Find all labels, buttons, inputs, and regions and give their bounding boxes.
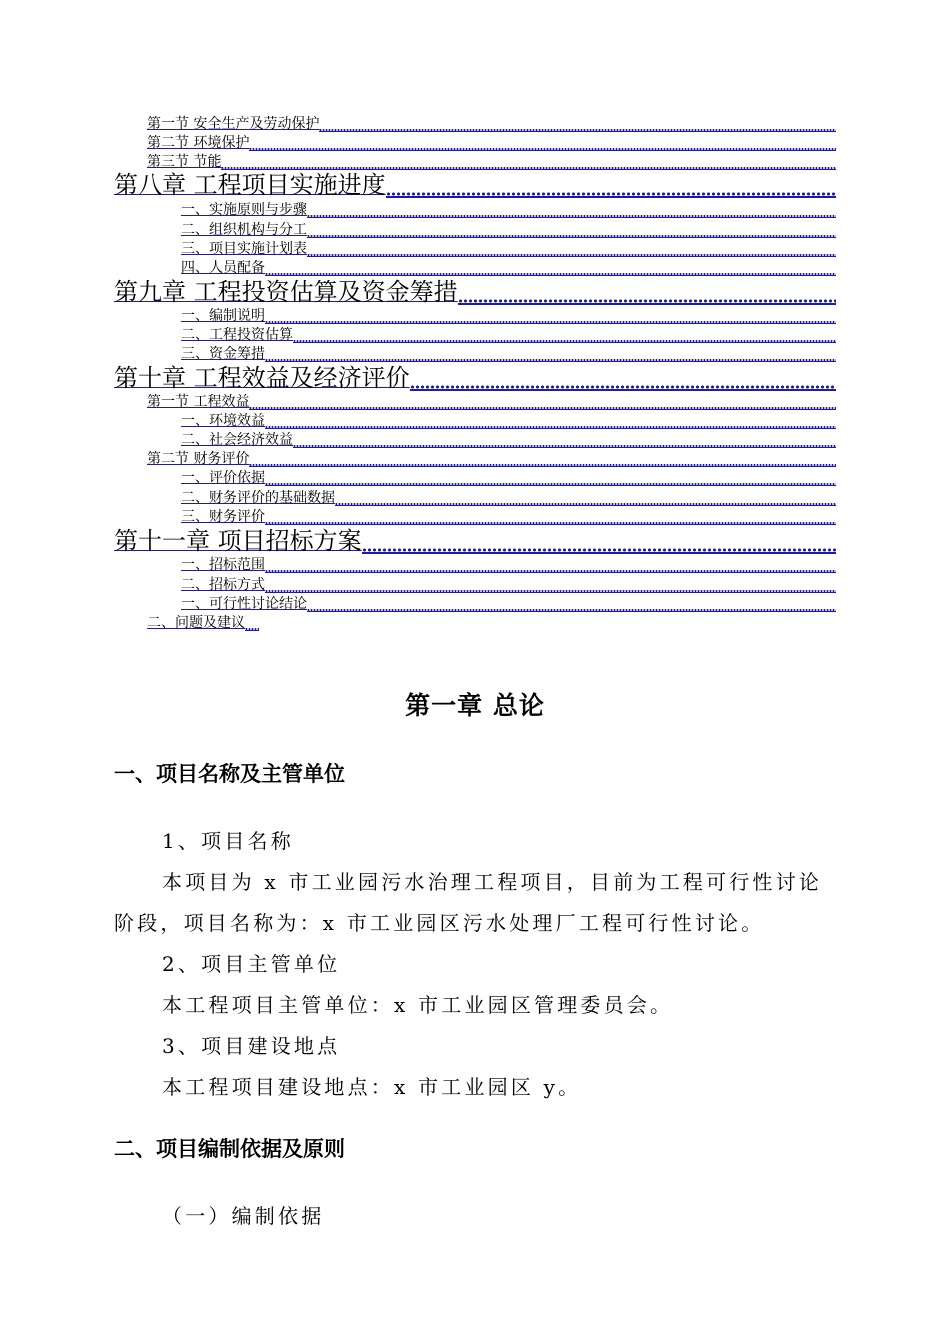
toc-entry[interactable] [181, 345, 836, 363]
toc-leader-dots [307, 235, 836, 238]
toc-leader-dots [265, 483, 836, 486]
toc-leader-dots [335, 503, 836, 506]
toc-entry[interactable] [181, 221, 836, 239]
toc-entry[interactable] [181, 326, 836, 344]
toc-entry-label: 二、工程投资估算 [181, 327, 293, 343]
toc-entry[interactable] [181, 508, 836, 526]
toc-chapter-entry[interactable] [114, 172, 836, 199]
paragraph-line: 阶段，项目名称为：x 市工业园区污水处理厂工程可行性讨论。 [114, 911, 765, 935]
toc-leader-dots [265, 359, 836, 362]
toc-entry[interactable] [181, 595, 836, 613]
toc-entry-label: 二、组织机构与分工 [181, 222, 307, 238]
toc-entry[interactable] [147, 614, 280, 632]
toc-leader-dots [293, 445, 836, 448]
toc-leader-dots [410, 385, 836, 391]
toc-entry[interactable] [147, 153, 836, 171]
toc-leader-dots [265, 426, 836, 429]
item-label: 2、项目主管单位 [162, 952, 341, 976]
toc-entry[interactable] [147, 393, 836, 411]
toc-entry[interactable] [181, 556, 836, 574]
toc-entry[interactable] [181, 576, 836, 594]
sub-heading: （一）编制依据 [162, 1204, 325, 1228]
toc-entry-label: 第一节 工程效益 [147, 394, 250, 410]
item-label: 3、项目建设地点 [162, 1034, 341, 1058]
toc-entry-label: 第三节 节能 [147, 154, 222, 170]
toc-entry-label: 四、人员配备 [181, 260, 265, 276]
toc-leader-dots [319, 129, 836, 132]
toc-entry[interactable] [181, 201, 836, 219]
toc-entry[interactable] [181, 431, 836, 449]
toc-entry[interactable] [181, 469, 836, 487]
toc-chapter-entry[interactable] [114, 528, 836, 555]
toc-leader-dots [307, 609, 836, 612]
toc-entry-label: 三、项目实施计划表 [181, 241, 307, 257]
toc-entry-label: 第十一章 项目招标方案 [114, 527, 362, 555]
toc-leader-dots [386, 192, 836, 198]
toc-entry-label: 一、招标范围 [181, 557, 265, 573]
toc-leader-dots [307, 215, 836, 218]
paragraph-line: 本工程项目建设地点：x 市工业园区 y。 [162, 1075, 582, 1099]
toc-leader-dots [307, 254, 836, 257]
toc-entry-label: 第一节 安全生产及劳动保护 [147, 116, 320, 132]
toc-chapter-entry[interactable] [114, 365, 836, 392]
paragraph-line: 本项目为 x 市工业园污水治理工程项目，目前为工程可行性讨论 [162, 870, 822, 894]
item-label: 1、项目名称 [162, 829, 294, 853]
toc-entry[interactable] [181, 489, 836, 507]
section-heading: 一、项目名称及主管单位 [114, 762, 345, 786]
toc-entry[interactable] [147, 450, 836, 468]
toc-leader-dots [458, 299, 836, 305]
toc-entry-label: 第二节 财务评价 [147, 451, 250, 467]
toc-leader-dots [249, 407, 836, 410]
toc-leader-dots [245, 628, 259, 631]
toc-entry-label: 二、招标方式 [181, 577, 265, 593]
toc-entry[interactable] [147, 115, 836, 133]
toc-entry-label: 二、财务评价的基础数据 [181, 490, 335, 506]
toc-entry-label: 二、问题及建议 [147, 615, 245, 631]
chapter-title: 第一章 总论 [405, 691, 545, 720]
toc-entry-label: 一、实施原则与步骤 [181, 202, 307, 218]
toc-leader-dots [249, 148, 836, 151]
toc-leader-dots [265, 522, 836, 525]
toc-entry-label: 第二节 环境保护 [147, 135, 250, 151]
paragraph-line: 本工程项目主管单位：x 市工业园区管理委员会。 [162, 993, 674, 1017]
toc-entry-label: 三、资金筹措 [181, 346, 265, 362]
toc-leader-dots [265, 590, 836, 593]
toc-leader-dots [362, 548, 836, 554]
toc-chapter-entry[interactable] [114, 279, 836, 306]
toc-entry-label: 一、评价依据 [181, 470, 265, 486]
toc-leader-dots [249, 464, 836, 467]
toc-entry[interactable] [181, 412, 836, 430]
toc-entry-label: 第十章 工程效益及经济评价 [114, 364, 410, 392]
toc-entry-label: 第八章 工程项目实施进度 [114, 171, 386, 199]
toc-entry-label: 二、社会经济效益 [181, 432, 293, 448]
toc-entry-label: 三、财务评价 [181, 509, 265, 525]
toc-leader-dots [265, 273, 836, 276]
toc-entry[interactable] [181, 240, 836, 258]
toc-entry-label: 一、编制说明 [181, 308, 265, 324]
toc-entry[interactable] [147, 134, 836, 152]
toc-entry[interactable] [181, 259, 836, 277]
toc-entry[interactable] [181, 307, 836, 325]
toc-leader-dots [221, 167, 836, 170]
toc-leader-dots [265, 321, 836, 324]
toc-leader-dots [293, 340, 836, 343]
section-heading: 二、项目编制依据及原则 [114, 1137, 345, 1161]
toc-entry-label: 一、可行性讨论结论 [181, 596, 307, 612]
toc-leader-dots [265, 570, 836, 573]
toc-entry-label: 一、环境效益 [181, 413, 265, 429]
toc-entry-label: 第九章 工程投资估算及资金筹措 [114, 278, 458, 306]
